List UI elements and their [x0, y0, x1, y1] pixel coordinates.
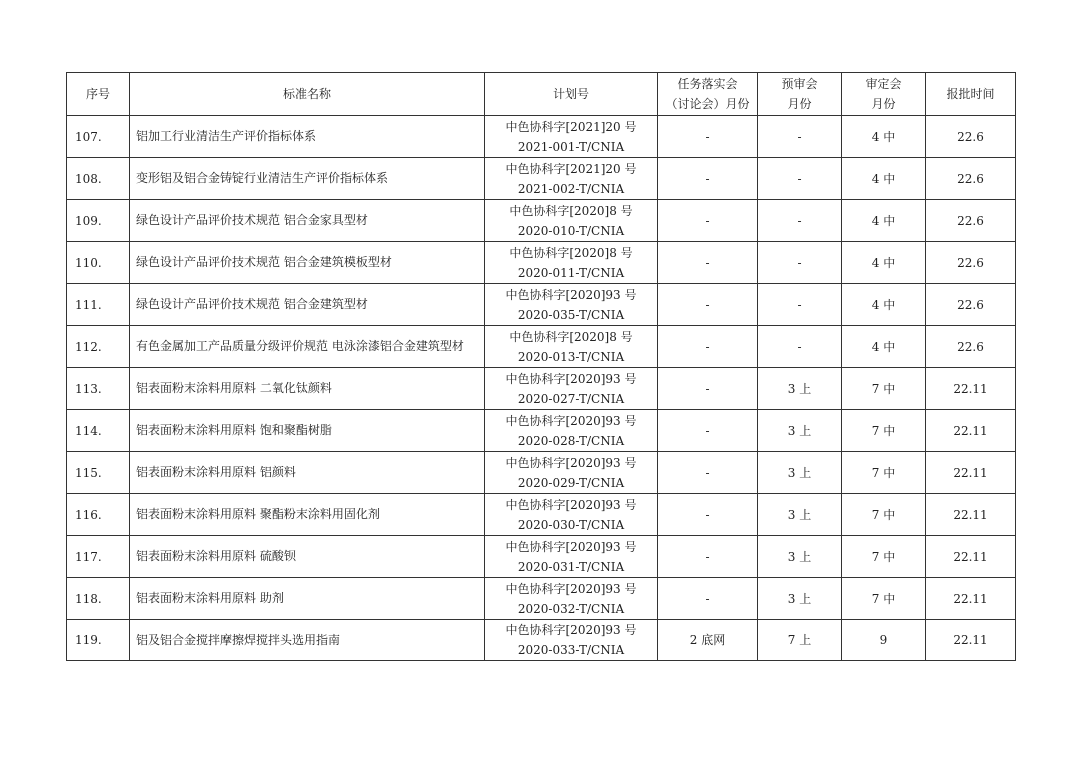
cell-final-review-month: 9 — [842, 620, 926, 661]
table-row — [67, 326, 1016, 368]
cell-pre-review-month: - — [758, 158, 842, 200]
cell-plan-code: 2021-002-T/CNIA — [517, 181, 625, 196]
cell-final-review-month: 4 中 — [842, 284, 926, 326]
cell-task-month: - — [658, 536, 758, 578]
cell-name: 铝加工行业清洁生产评价指标体系 — [130, 116, 485, 158]
cell-plan-code: 2020-028-T/CNIA — [517, 433, 625, 448]
cell-plan — [485, 200, 658, 242]
cell-final-review-month: 7 中 — [842, 536, 926, 578]
cell-name: 有色金属加工产品质量分级评价规范 电泳涂漆铝合金建筑型材 — [130, 326, 485, 368]
cell-report-time: 22.6 — [926, 200, 1016, 242]
cell-plan-code: 2020-010-T/CNIA — [517, 223, 625, 238]
cell-report-time: 22.11 — [926, 368, 1016, 410]
table-row — [67, 536, 1016, 578]
header-pre-line1: 预审会 — [781, 77, 818, 91]
cell-plan-doc: 中色协科字[2020]8 号 — [509, 203, 633, 218]
cell-plan — [485, 284, 658, 326]
cell-task-month: - — [658, 200, 758, 242]
cell-plan-code: 2021-001-T/CNIA — [517, 139, 625, 154]
cell-task-month: - — [658, 284, 758, 326]
cell-plan — [485, 326, 658, 368]
cell-pre-review-month: - — [758, 200, 842, 242]
cell-plan — [485, 536, 658, 578]
cell-no: 119. — [67, 620, 130, 661]
header-task-line1: 任务落实会 — [677, 77, 738, 91]
cell-plan-code: 2020-033-T/CNIA — [517, 643, 625, 657]
header-no: 序号 — [67, 73, 130, 116]
cell-task-month: - — [658, 410, 758, 452]
cell-plan-code: 2020-027-T/CNIA — [517, 391, 625, 406]
cell-plan-doc: 中色协科字[2020]93 号 — [505, 581, 637, 596]
cell-plan-doc: 中色协科字[2020]8 号 — [509, 245, 633, 260]
cell-pre-review-month: 3 上 — [758, 452, 842, 494]
cell-final-review-month: 7 中 — [842, 494, 926, 536]
cell-final-review-month: 4 中 — [842, 326, 926, 368]
table-header-row — [67, 73, 1016, 116]
standards-table — [66, 72, 1016, 661]
table-row — [67, 116, 1016, 158]
cell-name: 绿色设计产品评价技术规范 铝合金家具型材 — [130, 200, 485, 242]
table-row — [67, 284, 1016, 326]
cell-plan-doc: 中色协科字[2021]20 号 — [505, 119, 637, 134]
cell-plan — [485, 578, 658, 620]
cell-final-review-month: 7 中 — [842, 452, 926, 494]
cell-final-review-month: 7 中 — [842, 578, 926, 620]
cell-report-time: 22.6 — [926, 242, 1016, 284]
cell-pre-review-month: - — [758, 326, 842, 368]
cell-name: 变形铝及铝合金铸锭行业清洁生产评价指标体系 — [130, 158, 485, 200]
cell-plan — [485, 116, 658, 158]
cell-name: 铝表面粉末涂料用原料 二氧化钛颜料 — [130, 368, 485, 410]
cell-task-month: - — [658, 368, 758, 410]
cell-task-month: 2 底网 — [658, 620, 758, 661]
cell-no: 113. — [67, 368, 130, 410]
cell-report-time: 22.11 — [926, 620, 1016, 661]
cell-final-review-month: 4 中 — [842, 242, 926, 284]
header-name: 标准名称 — [130, 73, 485, 116]
cell-plan — [485, 368, 658, 410]
cell-name: 铝及铝合金搅拌摩擦焊搅拌头选用指南 — [130, 620, 485, 661]
cell-no: 109. — [67, 200, 130, 242]
cell-plan-doc: 中色协科字[2020]93 号 — [505, 287, 637, 302]
table-body — [67, 116, 1016, 661]
cell-plan-doc: 中色协科字[2020]93 号 — [505, 455, 637, 470]
cell-plan-code: 2020-031-T/CNIA — [517, 559, 625, 574]
table-row — [67, 452, 1016, 494]
cell-task-month: - — [658, 158, 758, 200]
cell-report-time: 22.6 — [926, 284, 1016, 326]
cell-final-review-month: 4 中 — [842, 158, 926, 200]
cell-pre-review-month: - — [758, 242, 842, 284]
cell-report-time: 22.11 — [926, 410, 1016, 452]
cell-report-time: 22.11 — [926, 452, 1016, 494]
cell-final-review-month: 4 中 — [842, 200, 926, 242]
cell-no: 108. — [67, 158, 130, 200]
cell-no: 114. — [67, 410, 130, 452]
cell-final-review-month: 7 中 — [842, 368, 926, 410]
table-row — [67, 200, 1016, 242]
cell-plan-doc: 中色协科字[2020]93 号 — [505, 623, 637, 637]
cell-plan-code: 2020-035-T/CNIA — [517, 307, 625, 322]
cell-pre-review-month: - — [758, 284, 842, 326]
cell-plan-doc: 中色协科字[2020]93 号 — [505, 539, 637, 554]
header-final-review-month — [842, 73, 926, 116]
cell-name: 铝表面粉末涂料用原料 铝颜料 — [130, 452, 485, 494]
cell-task-month: - — [658, 242, 758, 284]
cell-report-time: 22.6 — [926, 158, 1016, 200]
cell-no: 112. — [67, 326, 130, 368]
cell-plan-doc: 中色协科字[2020]8 号 — [509, 329, 633, 344]
cell-no: 111. — [67, 284, 130, 326]
cell-plan — [485, 158, 658, 200]
cell-plan — [485, 620, 658, 661]
cell-plan — [485, 242, 658, 284]
cell-plan — [485, 494, 658, 536]
cell-no: 117. — [67, 536, 130, 578]
cell-no: 118. — [67, 578, 130, 620]
cell-pre-review-month: 3 上 — [758, 410, 842, 452]
cell-no: 107. — [67, 116, 130, 158]
cell-plan-code: 2020-030-T/CNIA — [517, 517, 625, 532]
table-row — [67, 368, 1016, 410]
cell-pre-review-month: 3 上 — [758, 368, 842, 410]
cell-pre-review-month: - — [758, 116, 842, 158]
cell-report-time: 22.6 — [926, 116, 1016, 158]
header-report-time: 报批时间 — [926, 73, 1016, 116]
cell-pre-review-month: 3 上 — [758, 578, 842, 620]
cell-no: 110. — [67, 242, 130, 284]
cell-plan-code: 2020-013-T/CNIA — [517, 349, 625, 364]
cell-name: 铝表面粉末涂料用原料 聚酯粉末涂料用固化剂 — [130, 494, 485, 536]
header-pre-review-month — [758, 73, 842, 116]
cell-plan-code: 2020-032-T/CNIA — [517, 601, 625, 616]
cell-report-time: 22.11 — [926, 494, 1016, 536]
cell-plan-doc: 中色协科字[2020]93 号 — [505, 371, 637, 386]
cell-report-time: 22.11 — [926, 536, 1016, 578]
header-final-line1: 审定会 — [865, 77, 902, 91]
cell-no: 116. — [67, 494, 130, 536]
cell-plan-code: 2020-011-T/CNIA — [517, 265, 625, 280]
table-row — [67, 578, 1016, 620]
cell-plan — [485, 452, 658, 494]
cell-pre-review-month: 7 上 — [758, 620, 842, 661]
table-row — [67, 158, 1016, 200]
cell-pre-review-month: 3 上 — [758, 494, 842, 536]
cell-task-month: - — [658, 578, 758, 620]
table-row — [67, 410, 1016, 452]
table-row — [67, 494, 1016, 536]
cell-final-review-month: 4 中 — [842, 116, 926, 158]
cell-report-time: 22.11 — [926, 578, 1016, 620]
cell-final-review-month: 7 中 — [842, 410, 926, 452]
cell-no: 115. — [67, 452, 130, 494]
header-plan: 计划号 — [485, 73, 658, 116]
header-final-line2: 月份 — [871, 97, 896, 111]
header-task-month — [658, 73, 758, 116]
cell-task-month: - — [658, 326, 758, 368]
cell-name: 绿色设计产品评价技术规范 铝合金建筑型材 — [130, 284, 485, 326]
cell-name: 绿色设计产品评价技术规范 铝合金建筑模板型材 — [130, 242, 485, 284]
cell-task-month: - — [658, 452, 758, 494]
cell-task-month: - — [658, 116, 758, 158]
cell-plan — [485, 410, 658, 452]
cell-name: 铝表面粉末涂料用原料 硫酸钡 — [130, 536, 485, 578]
cell-plan-doc: 中色协科字[2020]93 号 — [505, 497, 637, 512]
cell-name: 铝表面粉末涂料用原料 饱和聚酯树脂 — [130, 410, 485, 452]
header-pre-line2: 月份 — [787, 97, 812, 111]
table-row — [67, 620, 1016, 661]
cell-name: 铝表面粉末涂料用原料 助剂 — [130, 578, 485, 620]
table-row — [67, 242, 1016, 284]
cell-plan-doc: 中色协科字[2021]20 号 — [505, 161, 637, 176]
cell-pre-review-month: 3 上 — [758, 536, 842, 578]
cell-plan-code: 2020-029-T/CNIA — [517, 475, 625, 490]
cell-task-month: - — [658, 494, 758, 536]
header-task-line2: （讨论会）月份 — [665, 97, 750, 111]
cell-plan-doc: 中色协科字[2020]93 号 — [505, 413, 637, 428]
standards-schedule-page — [66, 72, 1015, 661]
cell-report-time: 22.6 — [926, 326, 1016, 368]
